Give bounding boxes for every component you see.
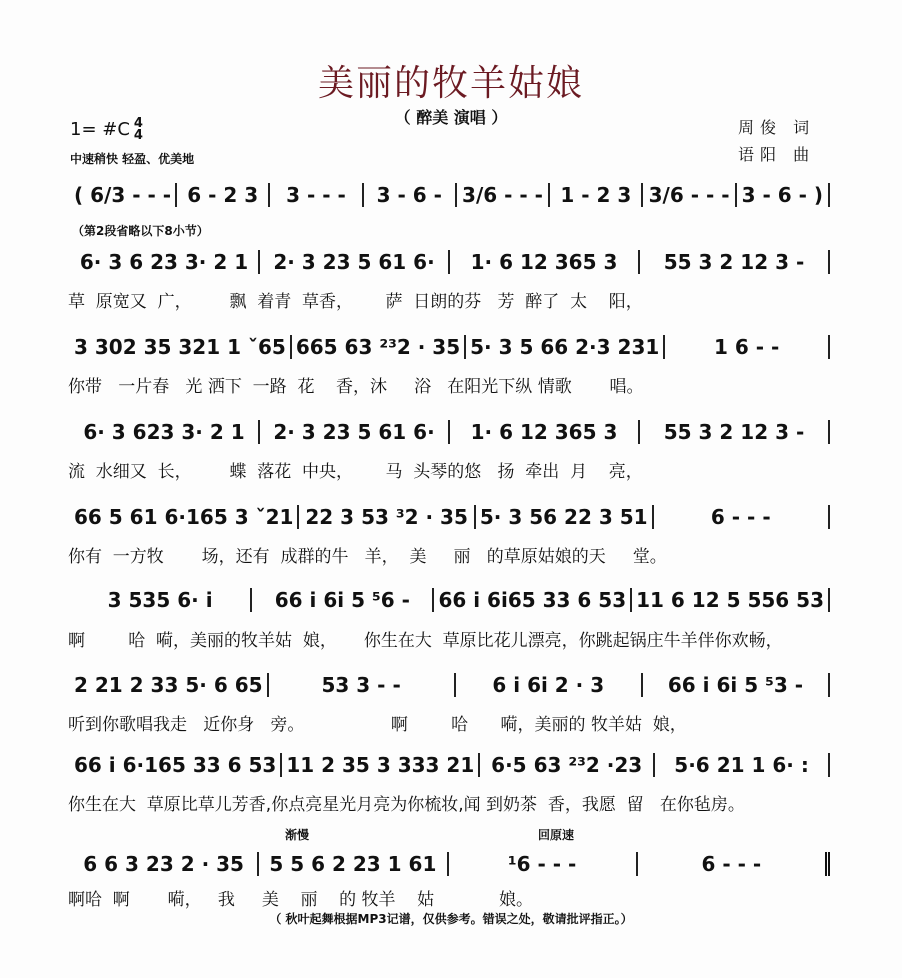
measure: 3 - - -	[270, 183, 363, 207]
time-bottom: 4	[133, 128, 143, 143]
measure: 11 2 35 3 333 21	[282, 753, 480, 777]
notation-line	[70, 852, 830, 876]
measure: 5 5 6 2 23 1 61	[259, 852, 448, 876]
measure: 3 - 6 - )	[737, 183, 830, 207]
measure: 3/6 - - -	[457, 183, 550, 207]
measure: 66 5 61 6·165 3 ˇ21	[70, 505, 299, 529]
measure: 1· 6 12 365 3	[450, 250, 640, 274]
measure: 6 i 6i 2 · 3	[456, 673, 643, 697]
lyric-line: 草 原宽又 广， 飘 着青 草香， 萨 日朗的芬 芳 醉了 太 阳，	[68, 292, 643, 312]
measure: ( 6/3 - - -	[70, 183, 177, 207]
lyric-line: 流 水细又 长， 蝶 落花 中央， 马 头琴的悠 扬 牵出 月 亮，	[68, 462, 643, 482]
measure: 2· 3 23 5 61 6·	[260, 420, 450, 444]
measure: 2· 3 23 5 61 6·	[260, 250, 450, 274]
lyric-line: 啊哈 啊 嗬， 我 美 丽 的 牧羊 姑 娘。	[68, 890, 533, 910]
lyric-line: 你带 一片春 光 洒下 一路 花 香，沐 浴 在阳光下纵 情歌 唱。	[68, 377, 644, 397]
measure: 66 i 6·165 33 6 53	[70, 753, 282, 777]
measure: 3 - 6 -	[364, 183, 457, 207]
measure: 66 i 6i65 33 6 53	[434, 588, 632, 612]
notation-line	[70, 588, 830, 612]
measure: 2 21 2 33 5· 6 65	[70, 673, 269, 697]
composer-credit: 语阳 曲	[738, 145, 816, 164]
measure: 3 302 35 321 1 ˇ65	[70, 335, 292, 359]
measure: 66 i 6i 5 ⁵6 -	[252, 588, 434, 612]
lyric-line: 听到你歌唱我走 近你身 旁。 啊 哈 嗬，美丽的 牧羊姑 娘，	[68, 715, 687, 735]
measure: 6· 3 623 3· 2 1	[70, 420, 260, 444]
measure: 665 63 ²³2 · 35	[292, 335, 466, 359]
measure: 22 3 53 ³2 · 35	[299, 505, 475, 529]
measure: 5·6 21 1 6· :	[655, 753, 830, 777]
time-top: 4	[133, 116, 143, 131]
singer-credit: （ 醉美 演唱 ）	[394, 108, 508, 127]
measure: ¹6 - - -	[449, 852, 638, 876]
notation-line	[70, 753, 830, 777]
tempo-mark-resume: 回原速	[538, 828, 575, 842]
measure: 5· 3 56 22 3 51	[476, 505, 654, 529]
lyric-line: 你生在大 草原比草儿芳香,你点亮星光月亮为你梳妆,闻 到奶茶 香，我愿 留 在你毡房。	[68, 795, 745, 815]
footer-note: （ 秋叶起舞根据MP3记谱，仅供参考。错误之处，敬请批评指正。）	[269, 912, 633, 926]
measure: 3 535 6· i	[70, 588, 252, 612]
measure: 3/6 - - -	[643, 183, 736, 207]
measure: 11 6 12 5 556 53	[632, 588, 830, 612]
notation-line	[70, 183, 830, 207]
notation-line	[70, 335, 830, 359]
notation-line	[70, 505, 830, 529]
notation-line	[70, 250, 830, 274]
lyricist-credit: 周俊 词	[738, 118, 816, 137]
key-label: 1= #C	[70, 119, 130, 140]
time-signature	[134, 118, 143, 142]
measure: 1 6 - -	[665, 335, 830, 359]
measure: 6·5 63 ²³2 ·23	[480, 753, 655, 777]
measure: 55 3 2 12 3 -	[640, 250, 830, 274]
notation-line	[70, 673, 830, 697]
measure: 6 - - -	[654, 505, 830, 529]
measure: 6 6 3 23 2 · 35	[70, 852, 259, 876]
measure: 66 i 6i 5 ⁵3 -	[643, 673, 830, 697]
measure: 53 3 - -	[269, 673, 456, 697]
intro-note: （第2段省略以下8小节）	[72, 224, 209, 238]
lyric-line: 你有 一方牧 场，还有 成群的牛 羊， 美 丽 的草原姑娘的天 堂。	[68, 547, 667, 567]
measure: 1 - 2 3	[550, 183, 643, 207]
measure: 55 3 2 12 3 -	[640, 420, 830, 444]
tempo-marking: 中速稍快 轻盈、优美地	[70, 152, 195, 166]
measure: 1· 6 12 365 3	[450, 420, 640, 444]
measure: 5· 3 5 66 2·3 231	[466, 335, 665, 359]
notation-line	[70, 420, 830, 444]
song-title: 美丽的牧羊姑娘	[317, 63, 584, 104]
tempo-mark-slower: 渐慢	[285, 828, 310, 842]
lyric-line: 啊 哈 嗬，美丽的牧羊姑 娘， 你生在大 草原比花儿漂亮，你跳起锅庄牛羊伴你欢畅，	[68, 631, 783, 651]
measure: 6 - - -	[638, 852, 830, 876]
measure: 6· 3 6 23 3· 2 1	[70, 250, 260, 274]
measure: 6 - 2 3	[177, 183, 270, 207]
key-signature	[70, 118, 143, 142]
